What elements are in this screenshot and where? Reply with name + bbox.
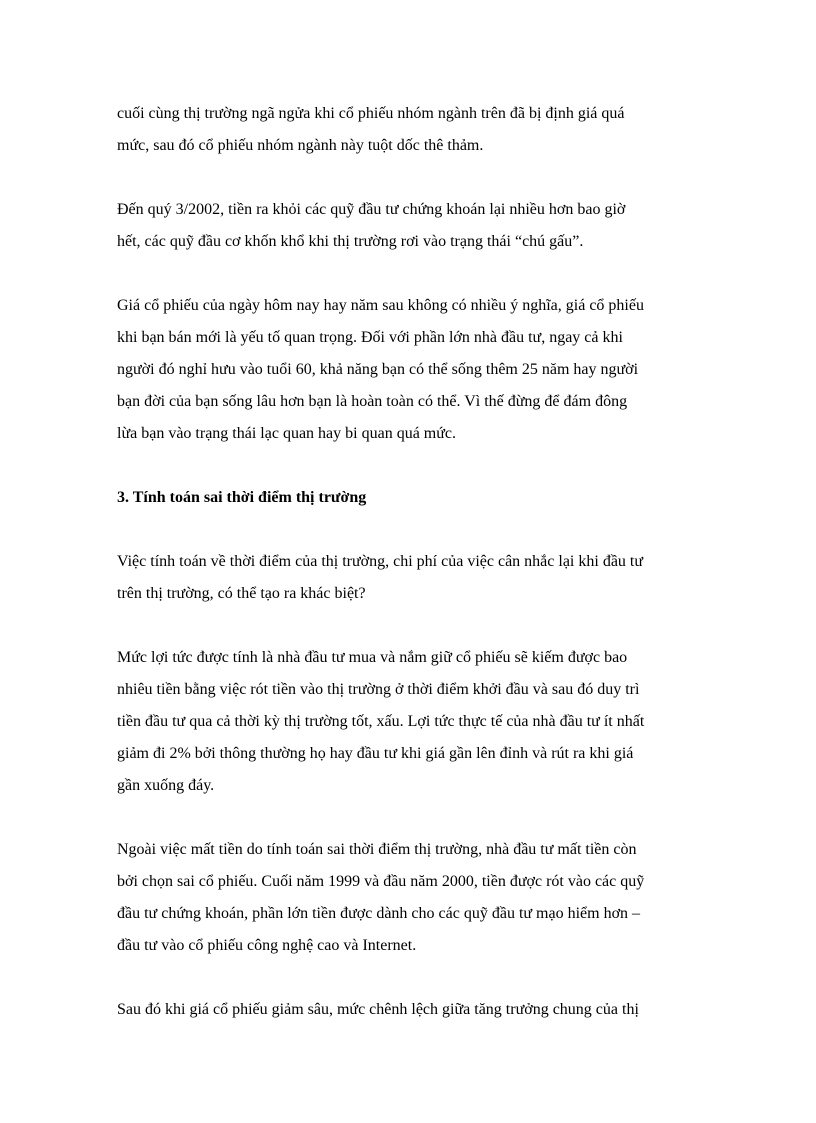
paragraph-7: Sau đó khi giá cổ phiếu giảm sâu, mức chênh lệch giữa tăng trưởng chung của thị	[117, 1001, 639, 1018]
paragraph-5: Mức lợi tức được tính là nhà đầu tư mua và nắm giữ cổ phiếu sẽ kiếm được bao nhiêu tiền bằng việc rót tiền vào thị trường ở thời điểm khởi đầu và sau đó duy trì tiền đầu tư qua cả thời kỳ thị trường tốt, xấu. Lợi tức thực tế của nhà đầu tư ít nhất giảm đi 2% bởi thông thường họ hay đầu tư khi giá gần lên đỉnh và rút ra khi giá gần xuống đáy.	[117, 649, 645, 794]
paragraph-2: Đến quý 3/2002, tiền ra khỏi các quỹ đầu tư chứng khoán lại nhiều hơn bao giờ hết, các quỹ đầu cơ khốn khổ khi thị trường rơi vào trạng thái “chú gấu”.	[117, 201, 626, 250]
paragraph-4: Việc tính toán về thời điểm của thị trường, chi phí của việc cân nhắc lại khi đầu tư trên thị trường, có thể tạo ra khác biệt?	[117, 553, 644, 602]
document-body	[117, 98, 702, 1058]
paragraph-1: cuối cùng thị trường ngã ngửa khi cổ phiếu nhóm ngành trên đã bị định giá quá mức, sau đó cổ phiếu nhóm ngành này tuột dốc thê thảm.	[117, 105, 625, 154]
paragraph-6: Ngoài việc mất tiền do tính toán sai thời điểm thị trường, nhà đầu tư mất tiền còn bởi chọn sai cổ phiếu. Cuối năm 1999 và đầu năm 2000, tiền được rót vào các quỹ đầu tư chứng khoán, phần lớn tiền được dành cho các quỹ đầu tư mạo hiểm hơn – đầu tư vào cổ phiếu công nghệ cao và Internet.	[117, 841, 645, 954]
paragraph-3: Giá cổ phiếu của ngày hôm nay hay năm sau không có nhiều ý nghĩa, giá cổ phiếu khi bạn bán mới là yếu tố quan trọng. Đối với phần lớn nhà đầu tư, ngay cả khi người đó nghỉ hưu vào tuổi 60, khả năng bạn có thể sống thêm 25 năm hay người bạn đời của bạn sống lâu hơn bạn là hoàn toàn có thể. Vì thế đừng để đám đông lừa bạn vào trạng thái lạc quan hay bi quan quá mức.	[117, 297, 644, 442]
section-heading: 3. Tính toán sai thời điểm thị trường	[117, 489, 367, 506]
